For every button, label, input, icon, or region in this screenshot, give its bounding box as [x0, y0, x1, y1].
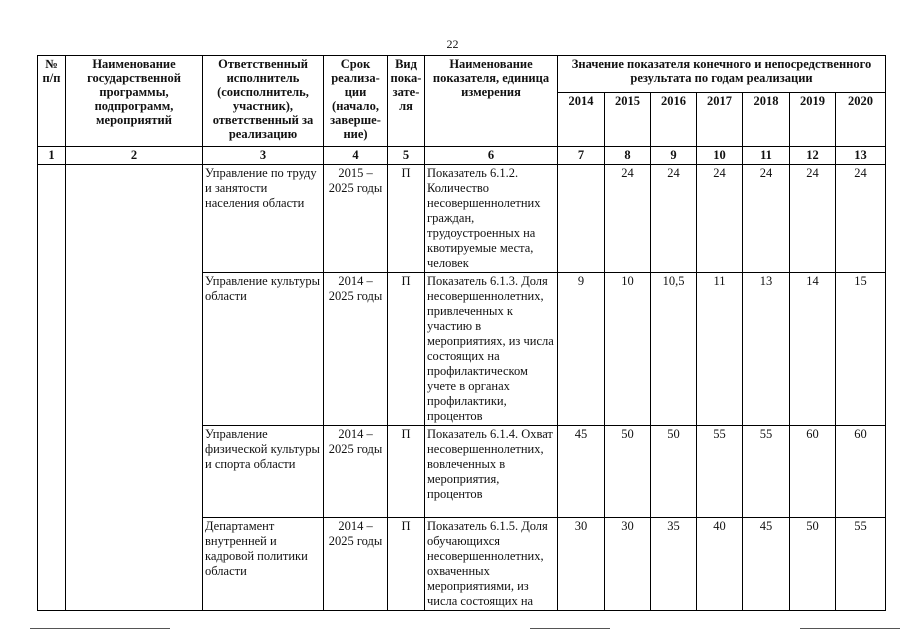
value-cell: 45	[743, 518, 790, 611]
value-cell: 55	[743, 426, 790, 518]
col-number: 11	[743, 147, 790, 165]
col-number: 12	[790, 147, 836, 165]
value-cell: 55	[697, 426, 743, 518]
period-cell: 2014 – 2025 годы	[324, 518, 388, 611]
indicator-cell: Показатель 6.1.2. Количество несовершеннолетних граждан, трудоустроенных на квотируемые места, человек	[425, 165, 558, 273]
header-year: 2014	[558, 93, 605, 147]
col-number: 7	[558, 147, 605, 165]
header-program-name: Наименование государственной программы, подпрограмм, мероприятий	[66, 56, 203, 147]
executor-cell: Управление культуры области	[203, 273, 324, 426]
scan-edge-line	[30, 628, 170, 629]
scan-edge-line	[530, 628, 610, 629]
value-cell: 24	[697, 165, 743, 273]
value-cell: 60	[790, 426, 836, 518]
col-number: 13	[836, 147, 886, 165]
value-cell: 40	[697, 518, 743, 611]
type-cell: П	[388, 426, 425, 518]
type-cell: П	[388, 518, 425, 611]
value-cell: 24	[836, 165, 886, 273]
value-cell: 50	[605, 426, 651, 518]
col-number: 9	[651, 147, 697, 165]
page-number: 22	[446, 37, 459, 51]
header-year: 2017	[697, 93, 743, 147]
program-name-cell	[66, 165, 203, 611]
column-numbers-row	[38, 147, 886, 165]
indicator-cell: Показатель 6.1.5. Доля обучающихся несовершеннолетних, охваченных мероприятиями, из числа состоящих на	[425, 518, 558, 611]
indicator-cell: Показатель 6.1.3. Доля несовершеннолетних, привлеченных к участию в мероприятиях, из числа состоящих на профилактическом учете в органах профилактики, процентов	[425, 273, 558, 426]
value-cell: 24	[605, 165, 651, 273]
row-number-cell	[38, 165, 66, 611]
value-cell: 11	[697, 273, 743, 426]
value-cell: 30	[605, 518, 651, 611]
value-cell: 45	[558, 426, 605, 518]
col-number: 2	[66, 147, 203, 165]
executor-cell: Управление физической культуры и спорта области	[203, 426, 324, 518]
col-number: 6	[425, 147, 558, 165]
value-cell: 13	[743, 273, 790, 426]
header-executor: Ответственный исполнитель (соисполнитель, участник), ответственный за реализацию	[203, 56, 324, 147]
header-year: 2019	[790, 93, 836, 147]
value-cell: 15	[836, 273, 886, 426]
value-cell: 14	[790, 273, 836, 426]
type-cell: П	[388, 273, 425, 426]
indicators-table	[37, 55, 886, 611]
value-cell: 30	[558, 518, 605, 611]
value-cell	[558, 165, 605, 273]
scan-edge-line	[800, 628, 900, 629]
value-cell: 24	[790, 165, 836, 273]
table-row	[38, 165, 886, 273]
header-year: 2020	[836, 93, 886, 147]
col-number: 10	[697, 147, 743, 165]
period-cell: 2014 – 2025 годы	[324, 273, 388, 426]
col-number: 4	[324, 147, 388, 165]
executor-cell: Управление по труду и занятости населения области	[203, 165, 324, 273]
indicator-cell: Показатель 6.1.4. Охват несовершеннолетних, вовлеченных в мероприятия, процентов	[425, 426, 558, 518]
executor-cell: Департамент внутренней и кадровой политики области	[203, 518, 324, 611]
value-cell: 10	[605, 273, 651, 426]
period-cell: 2015 – 2025 годы	[324, 165, 388, 273]
header-values-group: Значение показателя конечного и непосредственного результата по годам реализации	[558, 56, 886, 93]
header-number: № п/п	[38, 56, 66, 147]
header-year: 2018	[743, 93, 790, 147]
header-period: Срок реализа-ции (начало, заверше-ние)	[324, 56, 388, 147]
header-indicator-type: Вид пока-зате-ля	[388, 56, 425, 147]
type-cell: П	[388, 165, 425, 273]
value-cell: 60	[836, 426, 886, 518]
col-number: 1	[38, 147, 66, 165]
header-year: 2015	[605, 93, 651, 147]
header-indicator-name: Наименование показателя, единица измерения	[425, 56, 558, 147]
col-number: 8	[605, 147, 651, 165]
value-cell: 24	[651, 165, 697, 273]
value-cell: 50	[651, 426, 697, 518]
value-cell: 55	[836, 518, 886, 611]
value-cell: 35	[651, 518, 697, 611]
value-cell: 9	[558, 273, 605, 426]
value-cell: 10,5	[651, 273, 697, 426]
value-cell: 24	[743, 165, 790, 273]
header-year: 2016	[651, 93, 697, 147]
col-number: 5	[388, 147, 425, 165]
value-cell: 50	[790, 518, 836, 611]
period-cell: 2014 – 2025 годы	[324, 426, 388, 518]
col-number: 3	[203, 147, 324, 165]
